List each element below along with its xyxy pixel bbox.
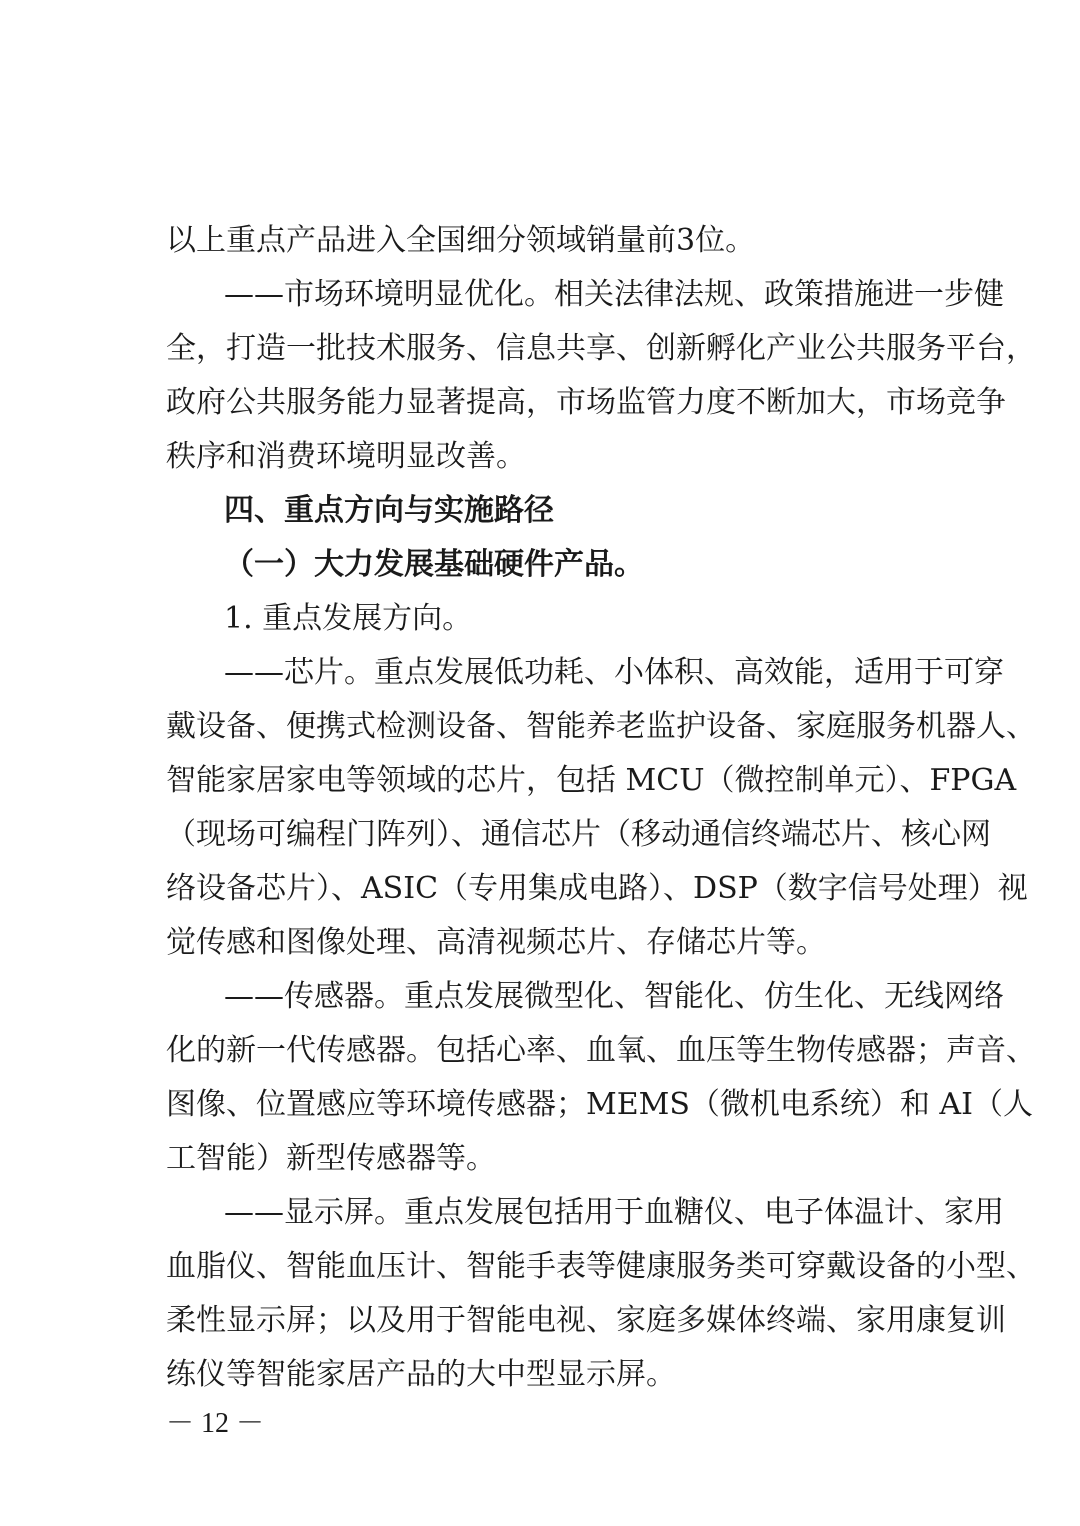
paragraph-line: 戴设备、便携式检测设备、智能养老监护设备、家庭服务机器人、 [166, 709, 1036, 744]
paragraph-line: 智能家居家电等领域的芯片，包括 MCU（微控制单元）、FPGA [166, 763, 1017, 798]
subsection-heading: （一）大力发展基础硬件产品。 [224, 547, 644, 582]
paragraph-line: 工智能）新型传感器等。 [166, 1141, 496, 1176]
paragraph-line: ——市场环境明显优化。相关法律法规、政策措施进一步健 [224, 277, 1004, 312]
document-body [166, 214, 1036, 1402]
paragraph-line: 化的新一代传感器。包括心率、血氧、血压等生物传感器；声音、 [166, 1033, 1036, 1068]
paragraph-line: （现场可编程门阵列）、通信芯片（移动通信终端芯片、核心网 [166, 817, 991, 852]
paragraph-line: 政府公共服务能力显著提高，市场监管力度不断加大，市场竞争 [166, 385, 1006, 420]
page-number: － 12 － [166, 1408, 265, 1439]
item-heading: 1. 重点发展方向。 [224, 601, 473, 636]
paragraph-line: 图像、位置感应等环境传感器；MEMS（微机电系统）和 AI（人 [166, 1087, 1033, 1122]
paragraph-line: 柔性显示屏；以及用于智能电视、家庭多媒体终端、家用康复训 [166, 1303, 1006, 1338]
paragraph-line: 觉传感和图像处理、高清视频芯片、存储芯片等。 [166, 925, 826, 960]
section-heading: 四、重点方向与实施路径 [224, 493, 554, 528]
paragraph-line: 血脂仪、智能血压计、智能手表等健康服务类可穿戴设备的小型、 [166, 1249, 1036, 1284]
paragraph-line: 络设备芯片）、ASIC（专用集成电路）、DSP（数字信号处理）视 [166, 871, 1028, 906]
paragraph-line: ——芯片。重点发展低功耗、小体积、高效能，适用于可穿 [224, 655, 1004, 690]
paragraph-line: 全，打造一批技术服务、信息共享、创新孵化产业公共服务平台， [166, 331, 1036, 366]
paragraph-line: ——传感器。重点发展微型化、智能化、仿生化、无线网络 [224, 979, 1004, 1014]
paragraph-line: ——显示屏。重点发展包括用于血糖仪、电子体温计、家用 [224, 1195, 1004, 1230]
paragraph-line: 练仪等智能家居产品的大中型显示屏。 [166, 1357, 676, 1392]
paragraph-line: 秩序和消费环境明显改善。 [166, 439, 526, 474]
paragraph-line: 以上重点产品进入全国细分领域销量前3位。 [166, 223, 756, 258]
